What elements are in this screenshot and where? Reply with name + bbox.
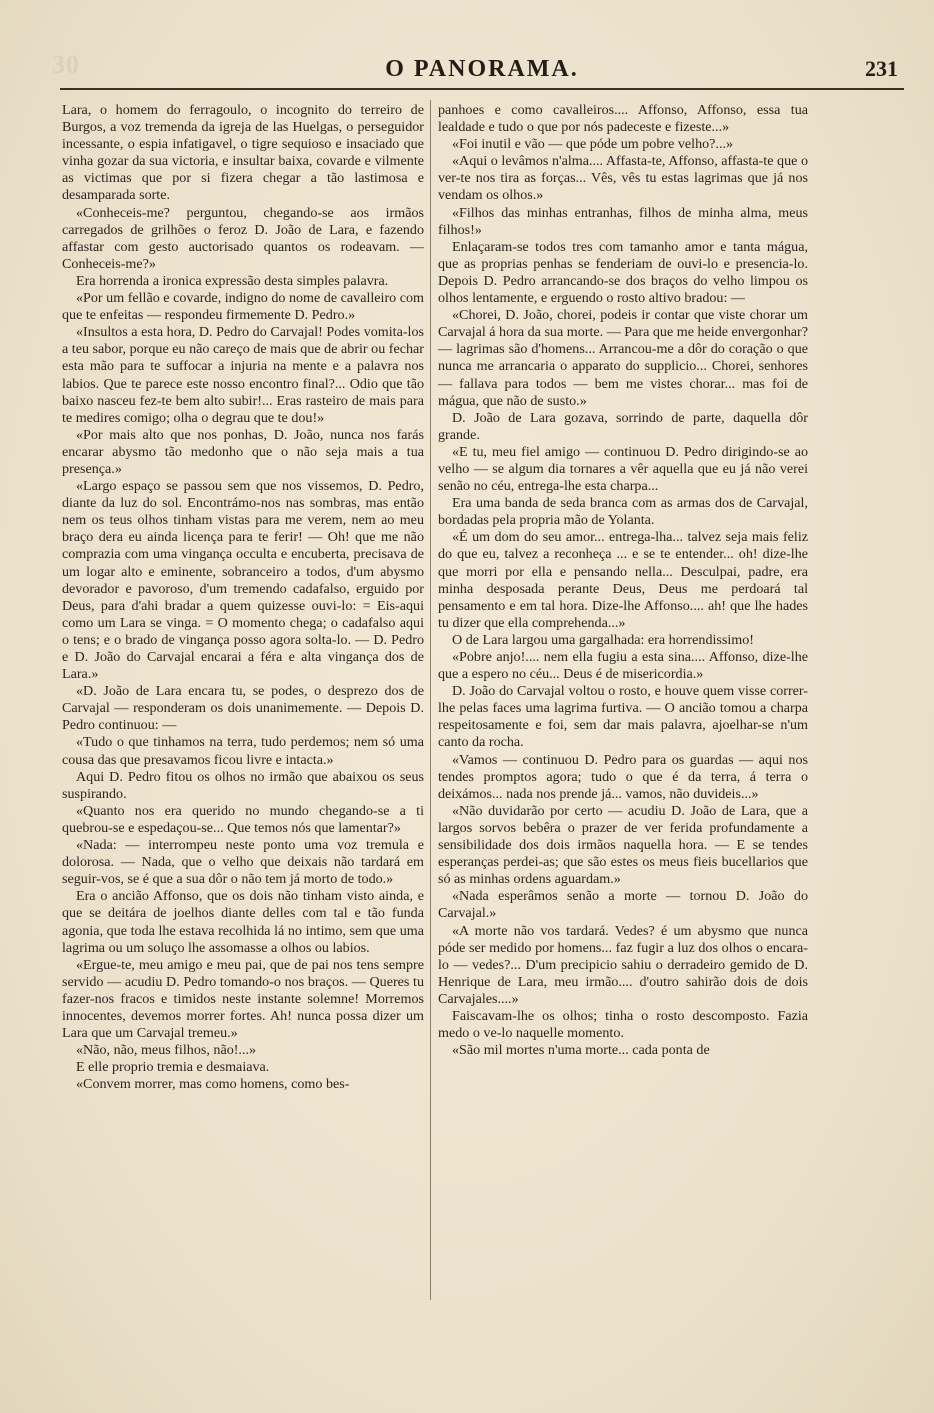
paragraph: D. João do Carvajal voltou o rosto, e houve quem visse correr-lhe pelas faces uma lagrima furtiva. — O ancião tomou a charpa respeitosamente e foi, sem dar mais palavra, ajoelhar-se n'um canto da rocha. bbox=[438, 683, 808, 751]
paragraph: O de Lara largou uma gargalhada: era horrendissimo! bbox=[452, 631, 754, 648]
paragraph: «Não, não, meus filhos, não!...» bbox=[76, 1042, 257, 1059]
bleed-through-page-number: 30 bbox=[52, 50, 80, 79]
column-divider bbox=[430, 100, 431, 1300]
paragraph: «Por um fellão e covarde, indigno do nome de cavalleiro com que te enfeitas — respondeu firmemente D. Pedro.» bbox=[62, 290, 424, 324]
paragraph: «São mil mortes n'uma morte... cada ponta de bbox=[452, 1042, 710, 1059]
paragraph: «Nada esperâmos senão a morte — tornou D. João do Carvajal.» bbox=[438, 888, 808, 922]
paragraph: «Conheceis-me? perguntou, chegando-se aos irmãos carregados de grilhões o feroz D. João de Lara, e fazendo affastar com gesto auctorisado quantos os rodeavam. — Conheceis-me?» bbox=[62, 204, 424, 272]
paragraph: «Convem morrer, mas como homens, como bes- bbox=[76, 1076, 350, 1093]
paragraph: «Tudo o que tinhamos na terra, tudo perdemos; nem só uma cousa das que presavamos ficou livre e intacta.» bbox=[62, 734, 424, 768]
paragraph: «Aqui o levâmos n'alma.... Affasta-te, Affonso, affasta-te que o ver-te nos tira as forças... Vês, vês tu estas lagrimas que já nos vendam os olhos.» bbox=[438, 153, 808, 204]
paragraph: Enlaçaram-se todos tres com tamanho amor e tanta mágua, que as proprias penhas se fenderiam de ouvi-lo e presencia-lo. Depois D. Pedro arrancando-se dos braços do velho limpou os olhos lentamente, e erguendo o rosto altivo bradou: — bbox=[438, 238, 808, 307]
paragraph: Aqui D. Pedro fitou os olhos no irmão que abaixou os seus suspirando. bbox=[62, 768, 424, 802]
paragraph: «Nada: — interrompeu neste ponto uma voz tremula e dolorosa. — Nada, que o velho que deixais não tardará em seguir-vos, se é que a sua dôr o não tem já morto de todo.» bbox=[62, 837, 424, 888]
paragraph: «Foi inutil e vão — que póde um pobre velho?...» bbox=[452, 136, 734, 153]
masthead-title: O PANORAMA. bbox=[385, 56, 579, 82]
paragraph: «Vamos — continuou D. Pedro para os guardas — aqui nos tendes promptos agora; tudo o que é da terra, á terra o deixámos... nada nos prende já... vamos, não duvideis...» bbox=[438, 751, 808, 802]
paragraph: «É um dom do seu amor... entrega-lha... talvez seja mais feliz do que eu, talvez a reconheça ... e se te entender... oh! dize-lhe que morri por ella e pensando nella... Desculpai, padre, era minha desposada perante Deus, Deus me perdoará tal pensamento e em tal hora. Dize-lhe Affonso.... ah! que lhe hades tu dizer que ella comprehenda...» bbox=[438, 529, 808, 631]
page-number: 231 bbox=[865, 56, 898, 81]
paragraph: «Quanto nos era querido no mundo chegando-se a ti quebrou-se e espedaçou-se... Que temos nós que lamentar?» bbox=[62, 802, 424, 836]
header-rule bbox=[60, 88, 904, 90]
paragraph: «Largo espaço se passou sem que nos vissemos, D. Pedro, diante da luz do sol. Encontrámo-nos nas sombras, mas então nem os teus olhos tinham vistas para me verem, nem ao meu braço dera eu ainda licença para te ferir! — Oh! que me não comprazia com uma vingança occulta e encuberta, precisava de um logar alto e eminente, sobranceiro a todos, d'um abysmo devorador e pavoroso, d'um tremendo cadafalso, erguido por Deus, para d'ahi bradar a quem quizesse ouvi-lo: = Eis-aqui como um Lara se vinga. = O momento chega; o cadafalso aqui o tens; e o brado de vingança posso agora solta-lo. — D. Pedro e D. João do Carvajal encarai a féra e alta vingança dos de Lara.» bbox=[62, 478, 424, 683]
paragraph: «Chorei, D. João, chorei, podeis ir contar que viste chorar um Carvajal á hora da sua morte. — Para que me heide envergonhar? — lagrimas são d'homens... Arrancou-me a dôr do coração o que nunca me arrancaria o apparato do supplicio... Chorei, senhores — fallava para todos — bem me vistes chorar... mas foi de mágua, que não de susto.» bbox=[438, 307, 808, 409]
paragraph: «Filhos das minhas entranhas, filhos de minha alma, meus filhos!» bbox=[438, 204, 808, 238]
paragraph: «E tu, meu fiel amigo — continuou D. Pedro dirigindo-se ao velho — se algum dia tornares a vêr aquella que eu já não verei senão no céu, entrega-lhe esta charpa... bbox=[438, 443, 808, 495]
right-column bbox=[438, 102, 808, 1059]
paragraph: «Insultos a esta hora, D. Pedro do Carvajal! Podes vomita-los a teu sabor, porque eu não careço de mais que de abrir ou fechar esta mão para te suffocar a injuria na mente e a palavra nos labios. Que te parece este nosso encontro final?... Odio que tão baixo nasceu fez-te bem alto subir!... Eras rasteiro de mais para te medires comigo; olha o degrau que te dou!» bbox=[62, 324, 424, 426]
paragraph: «Pobre anjo!.... nem ella fugiu a esta sina.... Affonso, dize-lhe que a espero no céu... Deus é de misericordia.» bbox=[438, 649, 808, 683]
paragraph: Era o ancião Affonso, que os dois não tinham visto ainda, e que se deitára de joelhos diante delles com tal e tão funda agonia, que toda lhe estava recolhida lá no intimo, sem que uma lagrima ou um soluço lhe assomasse a olhos ou labios. bbox=[62, 888, 424, 956]
paragraph: «D. João de Lara encara tu, se podes, o desprezo dos de Carvajal — responderam os dois unanimemente. — Depois D. Pedro continuou: — bbox=[62, 683, 424, 734]
paragraph: D. João de Lara gozava, sorrindo de parte, daquella dôr grande. bbox=[438, 409, 808, 443]
paragraph: «Não duvidarão por certo — acudiu D. João de Lara, que a largos sorvos bebêra o prazer de ver ferida profundamente a sensibilidade dos dois irmãos naquella hora. — E se tendes esperanças perdei-as; que são estes os meus fieis bucellarios que só as minhas ordens aguardam.» bbox=[438, 802, 808, 888]
paragraph: Era uma banda de seda branca com as armas dos de Carvajal, bordadas pela propria mão de Yolanta. bbox=[438, 495, 808, 529]
page-header bbox=[60, 52, 904, 90]
paragraph: «A morte não vos tardará. Vedes? é um abysmo que nunca póde ser medido por homens... faz fugir a luz dos olhos o encara-lo — vedes?... D'um precipicio sahiu o derradeiro gemido de D. Henrique de Lara, meu irmão.... d'outro sahirão dois de dois Carvajales....» bbox=[438, 922, 808, 1007]
paragraph: «Por mais alto que nos ponhas, D. João, nunca nos farás encarar abysmo tão medonho que o não seja mais a tua presença.» bbox=[62, 426, 424, 477]
left-column bbox=[62, 102, 424, 1093]
paragraph: Faiscavam-lhe os olhos; tinha o rosto descomposto. Fazia medo o ve-lo naquelle momento. bbox=[438, 1007, 808, 1042]
paragraph: Lara, o homem do ferragoulo, o incognito do terreiro de Burgos, a voz tremenda da igreja de las Huelgas, o perseguidor incessante, o espia infatigavel, o tigre sequioso e insaciado que vinha gozar da sua victoria, e insultar baixa, covarde e vilmente as victimas que por si fizera chegar a tão lastimosa e desamparada sorte. bbox=[62, 102, 424, 204]
paragraph: panhoes e como cavalleiros.... Affonso, Affonso, essa tua lealdade e tudo o que por nós padeceste e fizeste...» bbox=[438, 102, 808, 136]
paragraph: «Ergue-te, meu amigo e meu pai, que de pai nos tens sempre servido — acudiu D. Pedro tomando-o nos braços. — Queres tu fazer-nos fracos e timidos neste instante solemne! Morremos innocentes, devemos morrer fortes. Ah! nunca possa dizer um Lara que um Carvajal tremeu.» bbox=[62, 956, 424, 1042]
paragraph: Era horrenda a ironica expressão desta simples palavra. bbox=[76, 272, 389, 289]
paragraph: E elle proprio tremia e desmaiava. bbox=[76, 1059, 270, 1076]
